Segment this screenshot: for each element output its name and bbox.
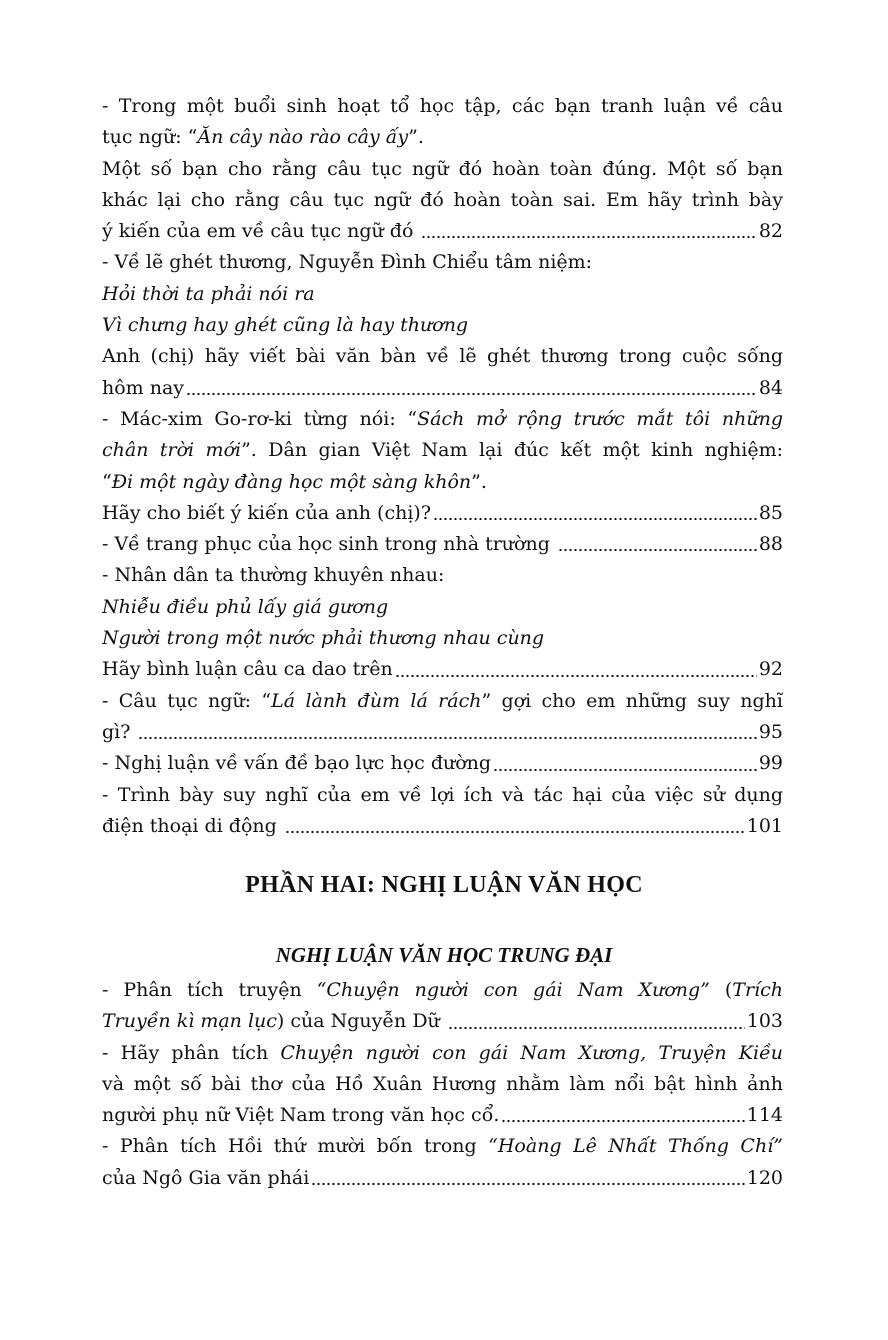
- toc-section-part-one: [102, 91, 783, 842]
- italic-text: Lá lành đùm lá rách: [271, 689, 482, 712]
- toc-text-line: [102, 592, 783, 623]
- text: điện thoại di động: [102, 814, 283, 837]
- toc-entry-line: [102, 498, 783, 529]
- dot-leader: [285, 830, 745, 834]
- text: tục ngữ: “: [102, 126, 198, 149]
- dot-leader: [186, 392, 757, 396]
- toc-text-line: [102, 435, 783, 466]
- entry-text: [102, 373, 184, 404]
- section-heading: PHẦN HAI: NGHỊ LUẬN VĂN HỌC: [245, 872, 643, 898]
- italic-text: “Chuyện người con gái Nam Xương”: [316, 979, 710, 1001]
- italic-text: Ăn cây nào rào cây ấy: [197, 126, 409, 149]
- toc-text-line: [102, 623, 783, 654]
- text: hôm nay: [102, 376, 185, 399]
- entry-text: [102, 216, 419, 247]
- dot-leader: [421, 235, 756, 239]
- italic-text: Truyền kì mạn lục: [102, 1010, 277, 1033]
- entry-text: [102, 748, 491, 779]
- text: của Ngô Gia văn phái: [102, 1166, 310, 1189]
- entry-text: [102, 1006, 446, 1037]
- toc-entry-line: [102, 654, 783, 685]
- text: - Phân tích truyện: [102, 979, 317, 1001]
- text: Hãy bình luận câu ca dao trên: [102, 658, 393, 681]
- entry-text: [102, 498, 431, 529]
- toc-entry-line: [102, 811, 783, 842]
- toc-text-line: [102, 975, 783, 1006]
- page-number: 88: [758, 533, 783, 556]
- text: người phụ nữ Việt Nam trong văn học cổ.: [102, 1104, 500, 1127]
- text: Anh (chị) hãy viết bài văn bàn về lẽ ghét thương trong cuộc sống: [102, 345, 783, 368]
- text: Một số bạn cho rằng câu tục ngữ đó hoàn toàn đúng. Một số bạn: [102, 157, 783, 180]
- toc-text-line: [102, 279, 783, 310]
- toc-entry-line: [102, 717, 783, 748]
- toc-text-line: [102, 560, 783, 591]
- text: - Hãy phân tích: [102, 1041, 281, 1064]
- toc-text-line: [102, 91, 783, 122]
- italic-text: Người trong một nước phải thương nhau cùng: [102, 627, 545, 650]
- page-number: 114: [746, 1104, 783, 1127]
- italic-text: Hỏi thời ta phải nói ra: [102, 282, 315, 305]
- toc-text-line: [102, 1131, 783, 1162]
- entry-text: [102, 654, 393, 685]
- text: ”. Dân gian Việt Nam lại đúc kết một kinh nghiệm:: [241, 439, 783, 462]
- toc-text-line: [102, 154, 783, 185]
- dot-leader: [501, 1119, 744, 1123]
- toc-entry-line: [102, 1006, 783, 1037]
- toc-entry-line: [102, 529, 783, 560]
- toc-text-line: [102, 185, 783, 216]
- text: ”.: [471, 470, 487, 493]
- text: - Trong một buổi sinh hoạt tổ học tập, các bạn tranh luận về câu: [102, 95, 783, 117]
- toc-entry-line: [102, 216, 783, 247]
- toc-text-line: [102, 404, 783, 435]
- toc-text-line: [102, 1069, 783, 1100]
- entry-text: [102, 811, 283, 842]
- toc-text-line: [102, 686, 783, 717]
- toc-text-line: [102, 122, 783, 153]
- entry-text: [102, 1100, 499, 1131]
- toc-entry-line: [102, 1163, 783, 1194]
- text: và một số bài thơ của Hồ Xuân Hương nhằm làm nổi bật hình ảnh: [102, 1072, 783, 1095]
- italic-text: Nhiễu điều phủ lấy giá gương: [102, 595, 389, 618]
- text: - Câu tục ngữ: “: [102, 689, 272, 712]
- text: - Phân tích Hồi thứ mười bốn trong: [102, 1135, 489, 1158]
- page-number: 85: [758, 501, 783, 524]
- text: - Về trang phục của học sinh trong nhà trường: [102, 533, 556, 556]
- dot-leader: [311, 1182, 744, 1186]
- italic-text: Đi một ngày đàng học một sàng khôn: [111, 470, 472, 493]
- page-number: 99: [758, 752, 783, 775]
- italic-text: “Hoàng Lê Nhất Thống Chí”: [488, 1135, 783, 1158]
- page-number: 82: [758, 220, 783, 243]
- text: - Mác-xim Go-rơ-ki từng nói: “: [102, 407, 418, 430]
- page-number: 101: [746, 814, 783, 837]
- toc-text-line: [102, 310, 783, 341]
- text: - Nhân dân ta thường khuyên nhau:: [102, 564, 445, 587]
- toc-entry-line: [102, 373, 783, 404]
- toc-text-line: [102, 1038, 783, 1069]
- text: - Về lẽ ghét thương, Nguyễn Đình Chiểu tâm niệm:: [102, 251, 593, 274]
- text: ”.: [408, 126, 424, 149]
- italic-text: chân trời mới: [102, 439, 242, 462]
- page-number: 92: [758, 658, 783, 681]
- toc-text-line: [102, 780, 783, 811]
- italic-text: Vì chưng hay ghét cũng là hay thương: [102, 314, 469, 337]
- dot-leader: [493, 768, 757, 772]
- text: gì?: [102, 720, 137, 743]
- italic-text: Chuyện người con gái Nam Xương, Truyện Kiều: [280, 1041, 783, 1064]
- toc-text-line: [102, 467, 783, 498]
- text: khác lại cho rằng câu tục ngữ đó hoàn toàn sai. Em hãy trình bày: [102, 188, 783, 211]
- page-number: 103: [746, 1010, 783, 1033]
- dot-leader: [448, 1026, 745, 1030]
- text: ” gợi cho em những suy nghĩ: [481, 689, 783, 712]
- page-number: 84: [758, 376, 783, 399]
- text: “: [102, 470, 112, 493]
- page-number: 120: [746, 1166, 783, 1189]
- entry-text: [102, 529, 556, 560]
- toc-entry-line: [102, 1100, 783, 1131]
- text: ) của Nguyễn Dữ: [276, 1010, 446, 1033]
- toc-section-medieval-literature: [102, 975, 783, 1194]
- section-subheading: NGHỊ LUẬN VĂN HỌC TRUNG ĐẠI: [275, 943, 613, 967]
- dot-leader: [433, 517, 757, 521]
- toc-text-line: [102, 341, 783, 372]
- italic-text: Trích: [732, 979, 783, 1001]
- text: ý kiến của em về câu tục ngữ đó: [102, 220, 420, 243]
- text: (: [709, 979, 733, 1001]
- text: Hãy cho biết ý kiến của anh (chị)?: [102, 501, 432, 524]
- entry-text: [102, 717, 136, 748]
- toc-entry-line: [102, 748, 783, 779]
- entry-text: [102, 1163, 309, 1194]
- text: - Nghị luận về vấn đề bạo lực học đường: [102, 752, 492, 775]
- text: - Trình bày suy nghĩ của em về lợi ích và tác hại của việc sử dụng: [102, 783, 783, 806]
- italic-text: Sách mở rộng trước mắt tôi những: [417, 407, 783, 430]
- dot-leader: [558, 548, 757, 552]
- page-number: 95: [758, 720, 783, 743]
- dot-leader: [138, 736, 756, 740]
- dot-leader: [395, 674, 757, 678]
- toc-text-line: [102, 247, 783, 278]
